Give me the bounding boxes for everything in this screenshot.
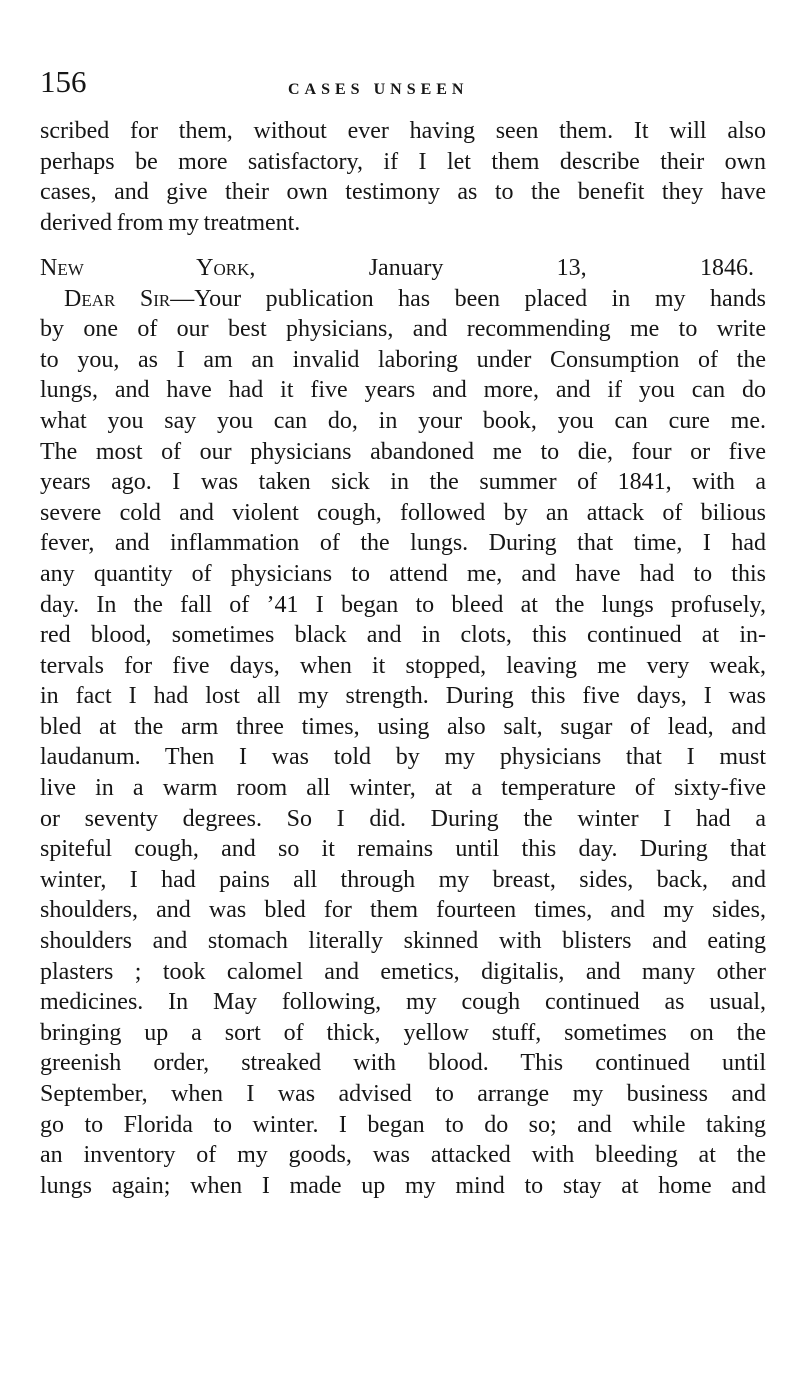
letter-line: spiteful cough, and so it remains until this day. During that xyxy=(40,836,766,863)
letter-line: by one of our best physicians, and recommending me to write xyxy=(40,316,766,343)
intro-line: derived from my treatment. xyxy=(40,209,301,236)
letter-opening-line xyxy=(40,284,766,315)
letter-line: what you say you can do, in your book, you can cure me. xyxy=(40,407,766,434)
letter-line: fever, and inflammation of the lungs. During that time, I had xyxy=(40,530,766,557)
intro-line: cases, and give their own testimony as to the benefit they have xyxy=(40,179,766,206)
letter-line: lungs, and have had it five years and more, and if you can do xyxy=(40,377,766,404)
letter-line: an inventory of my goods, was attacked with bleeding at the xyxy=(40,1142,766,1169)
letter-opening-text: —Your publication has been placed in my hands xyxy=(170,285,766,312)
intro-line: scribed for them, without ever having seen them. It will also xyxy=(40,118,766,144)
letter-dateline xyxy=(40,253,766,284)
letter-line: September, when I was advised to arrange my business and xyxy=(40,1081,766,1107)
letter-line: or seventy degrees. So I did. During the winter I had a xyxy=(40,805,766,832)
letter-line: laudanum. Then I was told by my physicians that I must xyxy=(40,744,766,771)
intro-line: perhaps be more satisfactory, if I let them describe their own xyxy=(40,148,766,175)
letter-line: day. In the fall of ’41 I began to bleed at the lungs profusely, xyxy=(40,591,766,618)
letter-line: bringing up a sort of thick, yellow stuff, sometimes on the xyxy=(40,1019,766,1046)
letter-line: medicines. In May following, my cough continued as usual, xyxy=(40,989,766,1016)
letter-line: red blood, sometimes black and in clots, this continued at in- xyxy=(40,622,766,649)
letter-line: shoulders, and was bled for them fourteen times, and my sides, xyxy=(40,897,766,924)
letter-line: greenish order, streaked with blood. This continued until xyxy=(40,1050,766,1077)
letter-line: tervals for five days, when it stopped, leaving me very weak, xyxy=(40,652,766,679)
letter-line: bled at the arm three times, using also salt, sugar of lead, and xyxy=(40,713,766,740)
letter-body xyxy=(40,314,766,1201)
dateline-place: New York, xyxy=(40,254,256,281)
letter-line: plasters ; took calomel and emetics, digitalis, and many other xyxy=(40,958,766,985)
letter-line: in fact I had lost all my strength. During this five days, I was xyxy=(40,683,766,710)
letter-line: live in a warm room all winter, at a temperature of sixty-five xyxy=(40,775,766,802)
letter-line: lungs again; when I made up my mind to stay at home and xyxy=(40,1172,766,1199)
letter-line: years ago. I was taken sick in the summer of 1841, with a xyxy=(40,469,766,496)
letter-line: go to Florida to winter. I began to do so; and while taking xyxy=(40,1111,766,1138)
page-body xyxy=(40,116,766,1201)
letter-line: winter, I had pains all through my breast, sides, back, and xyxy=(40,866,766,893)
letter-salutation: Dear Sir xyxy=(64,285,171,312)
running-head: CASES UNSEEN xyxy=(288,81,469,98)
letter-line: shoulders and stomach literally skinned with blisters and eating xyxy=(40,928,766,955)
page-number: 156 xyxy=(40,64,87,99)
letter-line: any quantity of physicians to attend me, and have had to this xyxy=(40,560,766,587)
dateline-date: January 13, 1846. xyxy=(368,254,754,281)
letter-line: to you, as I am an invalid laboring under Consumption of the xyxy=(40,346,766,373)
letter-line: The most of our physicians abandoned me to die, four or five xyxy=(40,438,766,465)
letter-line: severe cold and violent cough, followed by an attack of bilious xyxy=(40,499,766,526)
